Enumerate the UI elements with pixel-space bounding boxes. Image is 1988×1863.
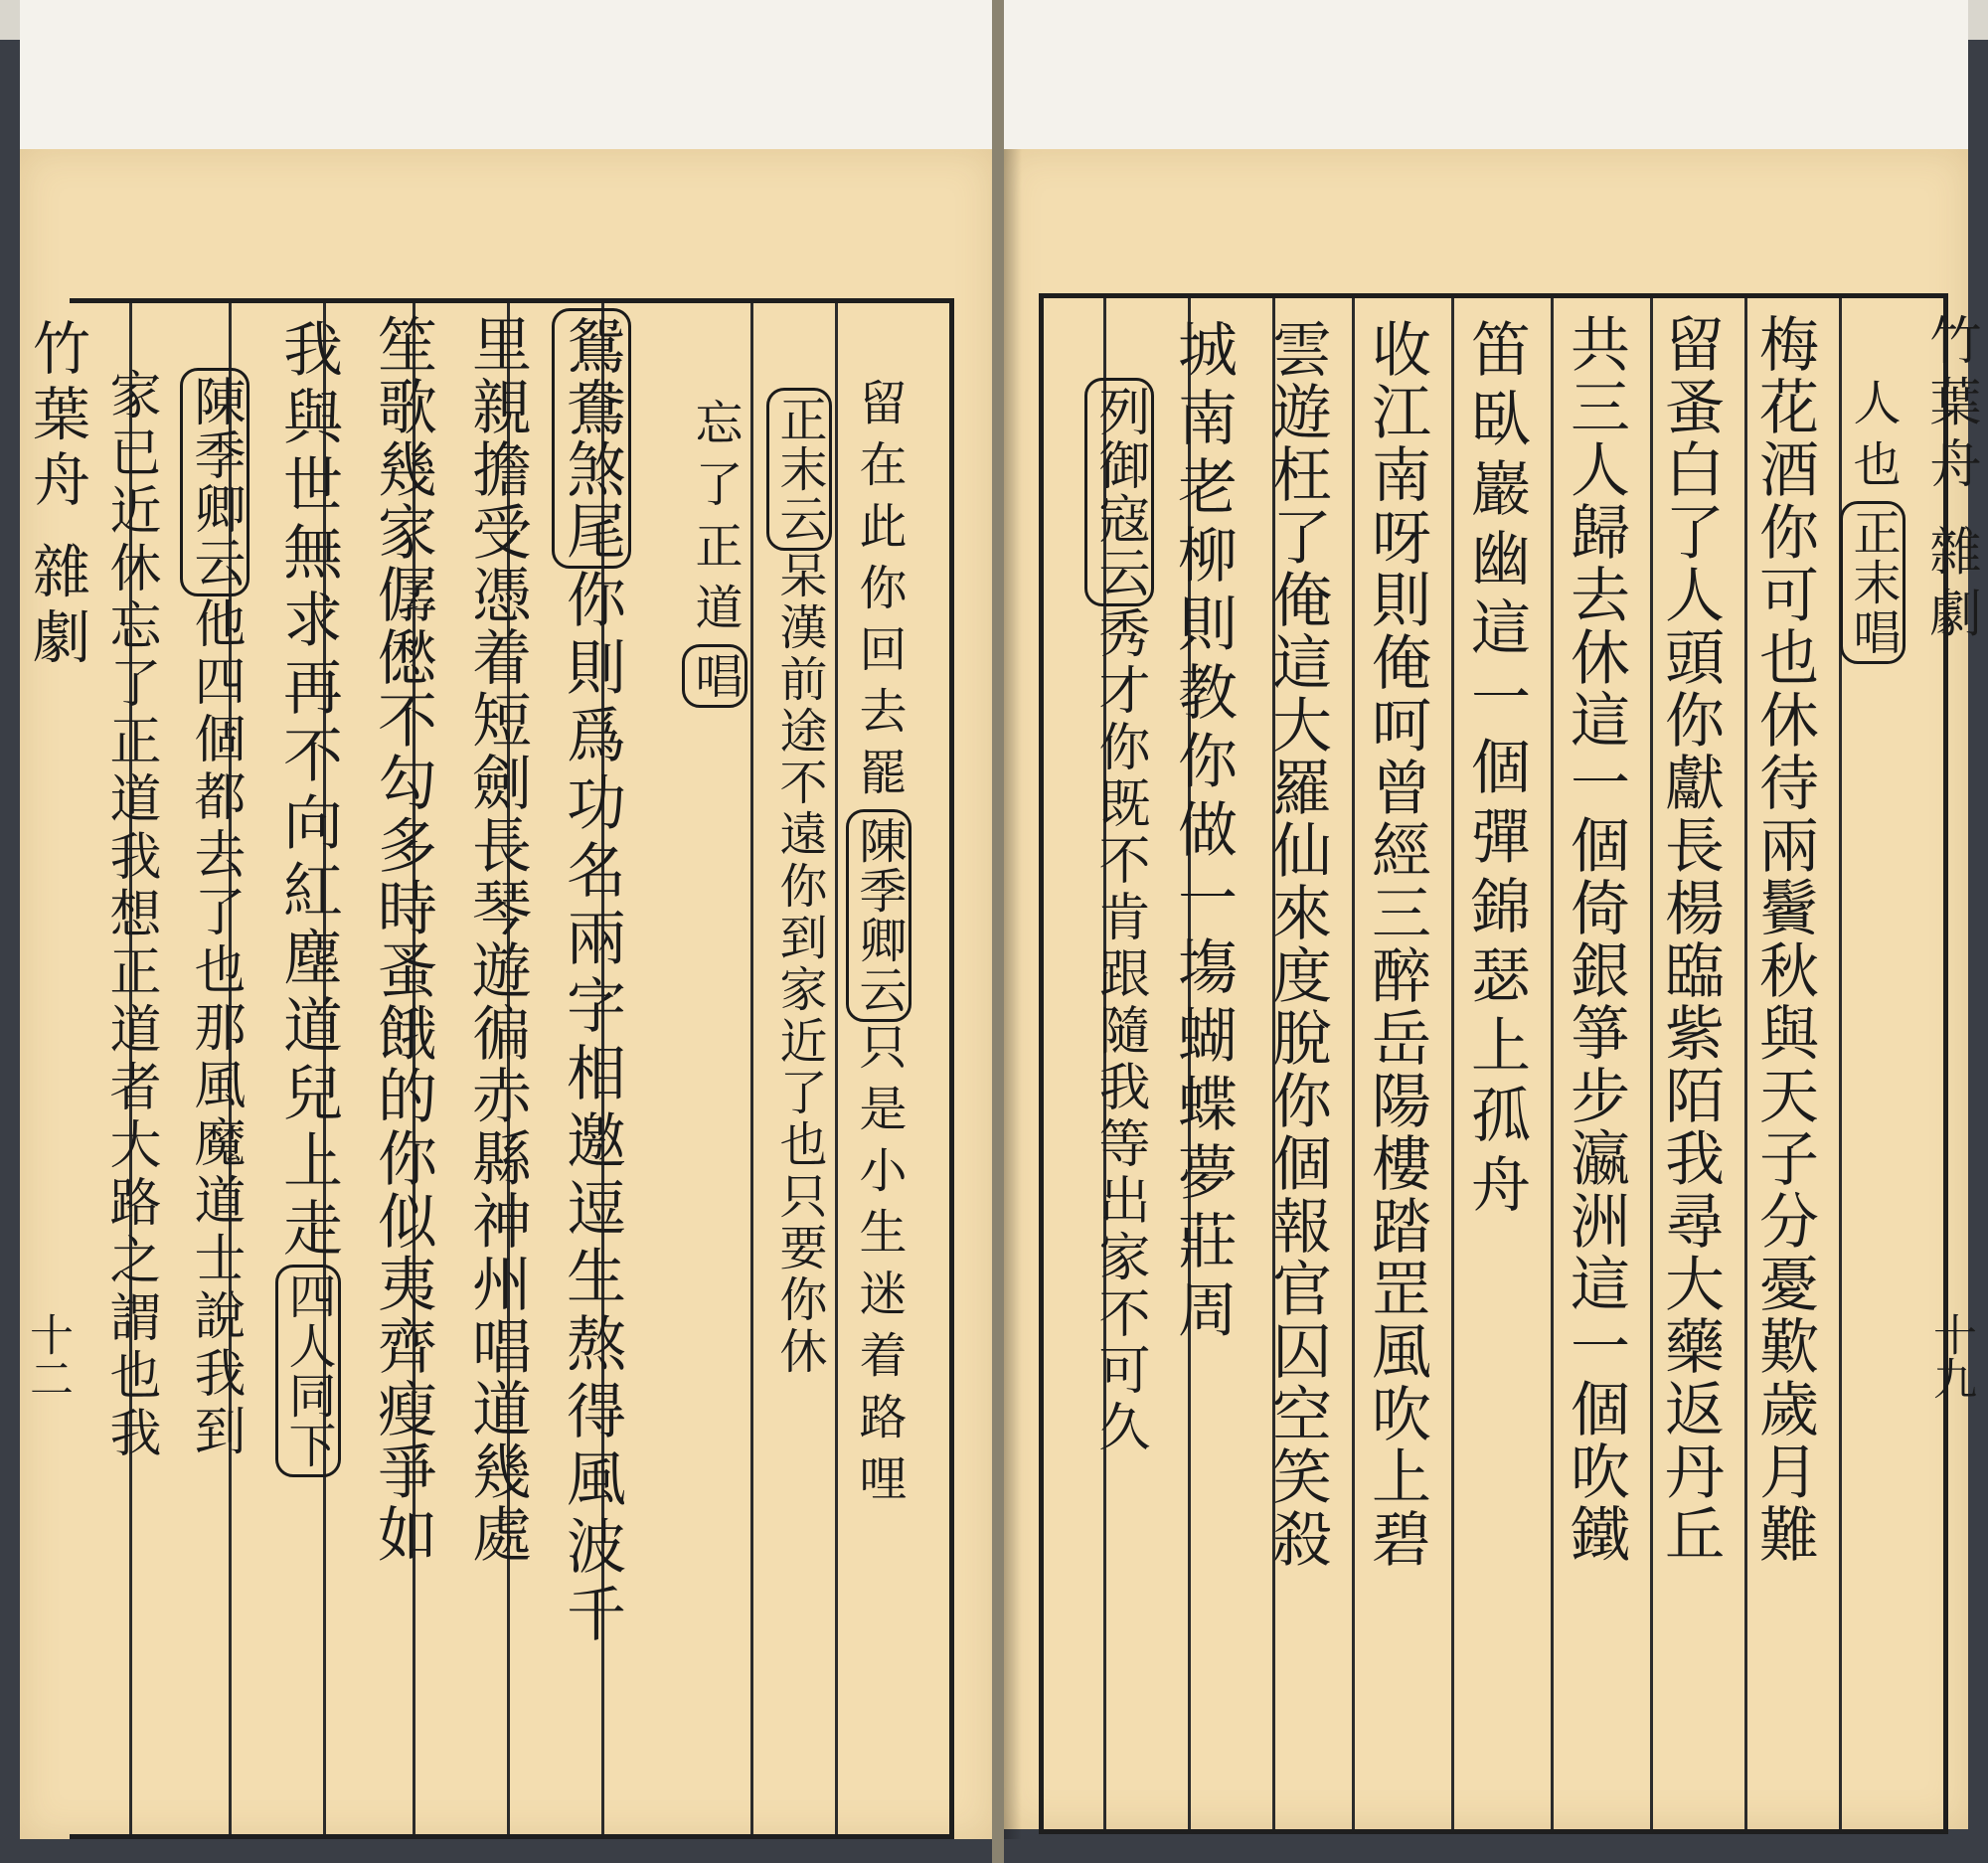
right-col-4: 共三人歸去休這一個倚銀箏步瀛洲這一個吹鐵 xyxy=(1561,313,1630,1566)
column-rule xyxy=(1451,298,1454,1829)
left-col-2 xyxy=(771,388,827,1378)
book-gutter xyxy=(992,0,1004,1863)
right-page-top-margin xyxy=(1002,0,1968,149)
left-col-3-label: 唱 xyxy=(682,644,747,708)
left-col-7-label: 四人同下 xyxy=(275,1265,341,1477)
right-col-1 xyxy=(1845,378,1901,664)
left-col-9: 家已近休忘了正道我想正道者大路之謂也我 xyxy=(100,368,160,1463)
right-col-3: 留蚤白了人頭你獻長楊臨紫陌我尋大藥返丹丘 xyxy=(1655,313,1725,1566)
column-rule xyxy=(1650,298,1653,1829)
right-col-1-text: 人也 xyxy=(1845,378,1901,501)
left-col-4-text: 你則爲功名兩字相邀逗生熬得風波千 xyxy=(557,569,626,1650)
column-rule xyxy=(835,303,838,1834)
left-col-8-text: 他四個都去了也那風魔道士說我到 xyxy=(185,596,245,1461)
left-col-4-label: 鴛鴦煞尾 xyxy=(552,308,631,569)
left-page-top-margin xyxy=(20,0,994,149)
left-col-2-text: 呆漢前途不遠你到家近了也只要你休 xyxy=(771,551,827,1378)
left-title-strip: 竹葉舟 雜劇 xyxy=(23,318,90,673)
left-col-3 xyxy=(687,398,743,708)
left-col-2-label: 正末云 xyxy=(766,388,832,551)
right-col-1-label: 正末唱 xyxy=(1840,501,1905,664)
right-col-2: 梅花酒你可也休待兩鬢秋與天子分憂歎歲月難 xyxy=(1749,313,1819,1566)
right-col-8: 城南老柳則教你做一塲蝴蝶夢莊周 xyxy=(1168,318,1238,1347)
right-col-5: 笛臥巖幽這一個彈錦瑟上孤舟 xyxy=(1461,318,1531,1223)
column-rule xyxy=(1744,298,1747,1829)
gutter-shadow xyxy=(1004,149,1022,1839)
left-col-8-label: 陳季卿云 xyxy=(180,368,249,596)
left-col-7-text: 我與世無求再不向紅塵道兒上走 xyxy=(273,318,343,1265)
right-col-9 xyxy=(1089,378,1149,1456)
left-col-3-text: 忘了正道 xyxy=(687,398,743,644)
right-folio-number: 十九 xyxy=(1925,1312,1976,1400)
left-col-1-text: 留在此你回去罷 xyxy=(851,378,907,809)
left-col-1 xyxy=(851,378,907,1515)
column-rule xyxy=(1551,298,1554,1829)
right-col-6: 收江南呀則俺呵曾經三醉岳陽樓踏罡風吹上碧 xyxy=(1362,318,1431,1571)
column-rule xyxy=(750,303,753,1834)
left-col-8 xyxy=(185,368,245,1461)
left-col-5: 里親擔受憑着短劍長琴遊徧赤縣神州唱道幾處 xyxy=(462,313,532,1566)
right-col-9-label: 列御寇云 xyxy=(1084,378,1154,606)
left-folio-number: 十二 xyxy=(22,1312,73,1400)
right-title-strip: 竹葉舟 雜劇 xyxy=(1920,313,1980,648)
column-rule xyxy=(1352,298,1355,1829)
right-col-9-text: 秀才你既不肯跟隨我等出家不可久 xyxy=(1089,606,1149,1456)
left-col-1-tail: 只是小生迷着路哩 xyxy=(851,1022,907,1515)
left-col-7 xyxy=(273,318,343,1477)
right-col-7: 雲遊枉了俺這大羅仙來度脫你個報官囚空笑殺 xyxy=(1262,318,1332,1571)
left-col-6: 笙歌幾家僝僽不勾多時蚤餓的你似夷齊瘦爭如 xyxy=(368,313,437,1566)
left-col-4 xyxy=(557,308,626,1650)
left-col-1-label: 陳季卿云 xyxy=(846,809,911,1022)
